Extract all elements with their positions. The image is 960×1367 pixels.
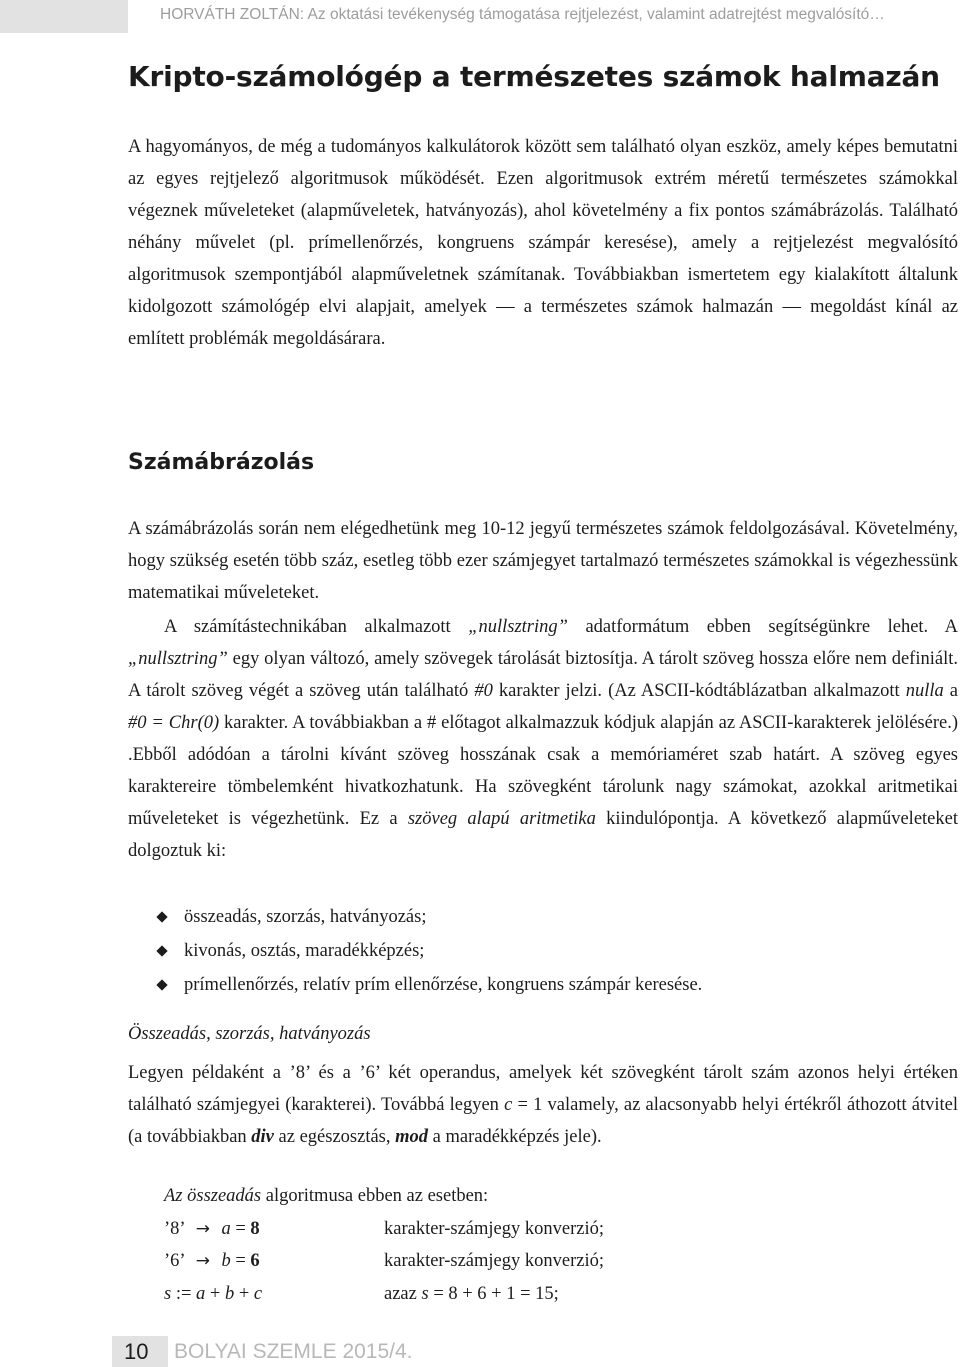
step-description: azaz s = 8 + 6 + 1 = 15; bbox=[384, 1284, 559, 1304]
section-title: Számábrázolás bbox=[128, 450, 315, 475]
step-expression: s := a + b + c bbox=[164, 1284, 263, 1304]
arrow-icon: → bbox=[195, 1219, 210, 1239]
running-head: HORVÁTH ZOLTÁN: Az oktatási tevékenység támogatása rejtjelezést, valamint adatrejtést megvalósító… bbox=[160, 6, 885, 23]
subsection-title: Összeadás, szorzás, hatványozás bbox=[128, 1024, 371, 1044]
bullet-icon bbox=[156, 911, 167, 922]
step-expression: ’6’ → b = 6 bbox=[164, 1251, 260, 1271]
algorithm-step-1 bbox=[164, 1219, 764, 1249]
list-item: prímellenőrzés, relatív prím ellenőrzése, kongruens számpár keresése. bbox=[156, 968, 702, 1002]
arrow-icon: → bbox=[195, 1251, 210, 1271]
algorithm-step-3 bbox=[164, 1284, 764, 1314]
section-paragraph-2: A számítástechnikában alkalmazott „nullsztring” adatformátum ebben segítségünkre lehet. A „nullsztring” egy olyan változó, amely szövegek tárolását biztosítja. A tárolt szöveg hossza előre nem definiált. A tárolt szöveg végét a szöveg után található #0 karakter jelzi. (Az ASCII-kódtáblázatban alkalmazott nulla a #0 = Chr(0) karakter. A továbbiakban a # előtagot alkalmazzuk kódjuk alapján az ASCII-karakterek jelölésére.) .Ebből adódóan a tárolni kívánt szöveg hosszának csak a memóriaméret szab határt. A szöveg egyes karaktereire tömbelemként hivatkozhatunk. Ha szövegként tárolunk nagy számokat, azokkal aritmetikai műveleteket is végezhetünk. Ez a szöveg alapú aritmetika kiindulópontja. A következő alapműveleteket dolgoztuk ki: bbox=[128, 617, 958, 861]
page-title: Kripto-számológép a természetes számok halmazán bbox=[128, 60, 940, 93]
addition-paragraph: Legyen példaként a ’8’ és a ’6’ két operandus, amelyek két szövegként tárolt szám azonos helyi értéken található számjegyei (karakterei). Továbbá legyen c = 1 valamely, az alacsonyabb helyi értékről áthozott átvitel (a továbbiakban div az egészosztás, mod a maradékképzés jele). bbox=[128, 1063, 958, 1147]
operations-list bbox=[156, 900, 702, 1002]
algorithm-intro: Az összeadás algoritmusa ebben az esetben: bbox=[164, 1186, 489, 1206]
list-item: kivonás, osztás, maradékképzés; bbox=[156, 934, 702, 968]
step-description: karakter-számjegy konverzió; bbox=[384, 1219, 604, 1239]
list-item: összeadás, szorzás, hatványozás; bbox=[156, 900, 702, 934]
step-description: karakter-számjegy konverzió; bbox=[384, 1251, 604, 1271]
page-number: 10 bbox=[124, 1339, 149, 1364]
bullet-icon bbox=[156, 979, 167, 990]
step-expression: ’8’ → a = 8 bbox=[164, 1219, 260, 1239]
header-bar bbox=[0, 0, 128, 33]
bullet-icon bbox=[156, 945, 167, 956]
intro-paragraph: A hagyományos, de még a tudományos kalkulátorok között sem található olyan eszköz, amely képes bemutatni az egyes rejtjelező algoritmusok működését. Ezen algoritmusok extrém méretű természetes számokkal végeznek műveleteket (alapműveletek, hatványozás), ahol követelmény a fix pontos számábrázolás. Található néhány művelet (pl. prímellenőrzés, kongruens számpár keresése), amely a rejtjelezést megvalósító algoritmusok szempontjából alapműveletnek számítanak. Továbbiakban ismertetem egy kialakított általunk kidolgozott számológép elvi alapjait, amelyek — a természetes számok halmazán — megoldást kínál az említett problémák megoldásárara. bbox=[128, 137, 958, 349]
section-paragraph-1: A számábrázolás során nem elégedhetünk meg 10-12 jegyű természetes számok feldolgozásával. Követelmény, hogy szükség esetén több száz, esetleg több ezer számjegyet tartalmazó természetes számokkal is végezhessünk matematikai műveleteket. bbox=[128, 519, 958, 603]
journal-name: BOLYAI SZEMLE 2015/4. bbox=[174, 1340, 413, 1363]
algorithm-step-2 bbox=[164, 1251, 764, 1281]
